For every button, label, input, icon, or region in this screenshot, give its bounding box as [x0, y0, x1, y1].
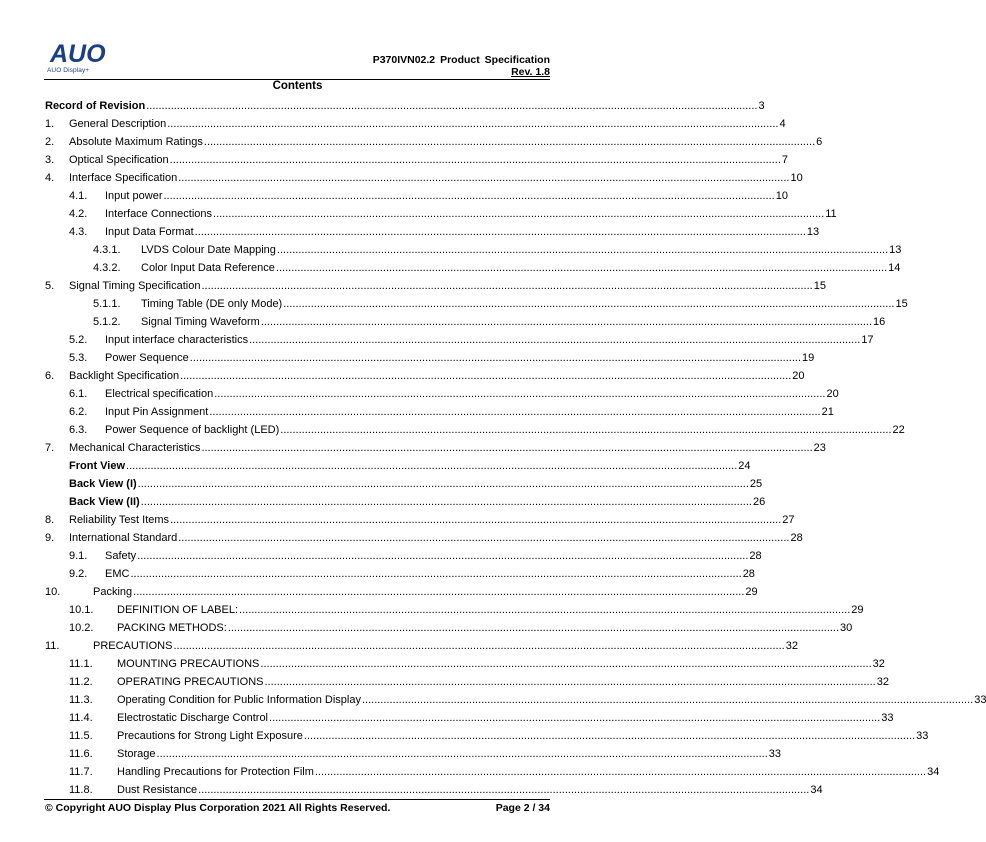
toc-entry-title: International Standard — [69, 532, 178, 544]
toc-entry-page: 4 — [779, 118, 786, 130]
toc-dot-leader: ........................................................................................................................................................................................................ — [130, 568, 742, 580]
toc-entry-page: 34 — [810, 784, 823, 796]
toc-entry-number: 9. — [45, 532, 55, 544]
toc-entry[interactable] — [45, 259, 901, 277]
toc-entry-title: Interface Specification — [69, 172, 178, 184]
toc-entry-page: 32 — [872, 658, 885, 670]
toc-dot-leader: ........................................................................................................................................................................................................ — [269, 712, 881, 724]
toc-entry-title: Backlight Specification — [69, 370, 180, 382]
toc-entry-number: 4.3.1. — [93, 244, 121, 256]
toc-entry-number: 4. — [45, 172, 55, 184]
toc-entry-title: Input Data Format — [105, 226, 194, 238]
toc-entry-title: Absolute Maximum Ratings — [69, 136, 203, 148]
toc-entry-page: 25 — [749, 478, 763, 490]
toc-entry[interactable] — [45, 727, 929, 745]
toc-entry-title: Signal Timing Specification — [69, 280, 201, 292]
toc-entry[interactable] — [45, 547, 762, 565]
toc-entry[interactable] — [45, 277, 826, 295]
toc-entry-number: 11.7. — [69, 766, 93, 778]
toc-entry[interactable] — [45, 223, 820, 241]
toc-entry-title: Input Pin Assignment — [105, 406, 209, 418]
toc-entry-number: 9.1. — [69, 550, 88, 562]
toc-entry-title: Power Sequence — [105, 352, 189, 364]
toc-entry-page: 16 — [873, 316, 886, 328]
toc-dot-leader: ........................................................................................................................................................................................................ — [133, 586, 745, 598]
toc-dot-leader: ........................................................................................................................................................................................................ — [178, 532, 790, 544]
toc-entry-title: Input interface characteristics — [105, 334, 249, 346]
toc-entry-title: Precautions for Strong Light Exposure — [117, 730, 303, 742]
toc-entry-title: Back View (II) — [69, 496, 140, 508]
toc-entry-page: 29 — [851, 604, 864, 616]
toc-entry-title: PACKING METHODS: — [117, 622, 227, 634]
table-of-contents — [45, 97, 986, 799]
toc-entry-page: 29 — [745, 586, 758, 598]
toc-entry[interactable] — [45, 439, 826, 457]
toc-dot-leader: ........................................................................................................................................................................................................ — [140, 496, 752, 508]
toc-entry-number: 4.1. — [69, 190, 88, 202]
toc-entry-number: 5.2. — [69, 334, 88, 346]
footer-copyright: © Copyright AUO Display Plus Corporation 2021 All Rights Reserved. — [45, 802, 391, 814]
footer-divider — [44, 799, 550, 800]
toc-entry-title: Timing Table (DE only Mode) — [141, 298, 283, 310]
toc-entry-title: Storage — [117, 748, 156, 760]
toc-dot-leader: ........................................................................................................................................................................................................ — [209, 406, 821, 418]
toc-entry-number: 11.4. — [69, 712, 93, 724]
toc-entry-title: Safety — [105, 550, 137, 562]
toc-entry-title: MOUNTING PRECAUTIONS — [117, 658, 260, 670]
toc-entry-number: 1. — [45, 118, 55, 130]
toc-entry-page: 22 — [892, 424, 905, 436]
toc-dot-leader: ........................................................................................................................................................................................................ — [173, 640, 785, 652]
toc-entry-number: 5.1.1. — [93, 298, 121, 310]
toc-entry[interactable] — [45, 457, 751, 475]
toc-entry-title: OPERATING PRECAUTIONS — [117, 676, 264, 688]
toc-entry-page: 15 — [813, 280, 826, 292]
toc-entry-page: 19 — [802, 352, 815, 364]
toc-entry[interactable] — [45, 97, 765, 115]
toc-entry[interactable] — [45, 295, 908, 313]
toc-entry[interactable] — [45, 763, 940, 781]
toc-entry-title: Back View (I) — [69, 478, 137, 490]
toc-dot-leader: ........................................................................................................................................................................................................ — [283, 298, 895, 310]
toc-entry-title: Dust Resistance — [117, 784, 198, 796]
toc-entry[interactable] — [45, 169, 803, 187]
toc-dot-leader: ........................................................................................................................................................................................................ — [178, 172, 790, 184]
toc-entry-number: 3. — [45, 154, 55, 166]
toc-entry-page: 13 — [806, 226, 820, 238]
toc-dot-leader: ........................................................................................................................................................................................................ — [156, 748, 768, 760]
toc-entry-page: 28 — [742, 568, 755, 580]
toc-entry[interactable] — [45, 349, 815, 367]
toc-entry-title: LVDS Colour Date Mapping — [141, 244, 276, 256]
toc-entry-title: Optical Specification — [69, 154, 169, 166]
toc-entry[interactable] — [45, 619, 853, 637]
toc-entry-number: 2. — [45, 136, 55, 148]
toc-entry[interactable] — [45, 709, 894, 727]
toc-entry-number: 11. — [45, 640, 60, 652]
toc-entry[interactable] — [45, 691, 986, 709]
toc-entry-title: Signal Timing Waveform — [141, 316, 260, 328]
toc-entry-number: 6.1. — [69, 388, 88, 400]
toc-entry-page: 14 — [888, 262, 901, 274]
toc-entry-title: Front View — [69, 460, 126, 472]
toc-entry-page: 33 — [974, 694, 986, 706]
toc-entry-page: 6 — [816, 136, 823, 148]
toc-dot-leader: ........................................................................................................................................................................................................ — [249, 334, 861, 346]
toc-dot-leader: ........................................................................................................................................................................................................ — [280, 424, 892, 436]
toc-entry[interactable] — [45, 403, 834, 421]
toc-entry-number: 11.1. — [69, 658, 93, 670]
toc-entry-title: DEFINITION OF LABEL: — [117, 604, 239, 616]
toc-dot-leader: ........................................................................................................................................................................................................ — [361, 694, 974, 706]
toc-dot-leader: ........................................................................................................................................................................................................ — [137, 478, 749, 490]
toc-entry-page: 26 — [752, 496, 766, 508]
toc-dot-leader: ........................................................................................................................................................................................................ — [227, 622, 840, 634]
toc-entry-page: 17 — [861, 334, 874, 346]
toc-entry[interactable] — [45, 331, 874, 349]
toc-dot-leader: ........................................................................................................................................................................................................ — [198, 784, 810, 796]
toc-entry-number: 5.1.2. — [93, 316, 121, 328]
toc-entry-number: 11.2. — [69, 676, 93, 688]
toc-entry[interactable] — [45, 781, 823, 799]
toc-entry-title: General Description — [69, 118, 167, 130]
toc-entry-page: 7 — [781, 154, 789, 166]
toc-entry[interactable] — [45, 583, 758, 601]
toc-entry[interactable] — [45, 601, 864, 619]
toc-dot-leader: ........................................................................................................................................................................................................ — [194, 226, 806, 238]
toc-entry-page: 32 — [876, 676, 889, 688]
toc-entry-page: 33 — [881, 712, 894, 724]
toc-entry-number: 4.3. — [69, 226, 88, 238]
toc-entry[interactable] — [45, 673, 889, 691]
contents-heading: Contents — [272, 80, 323, 92]
toc-dot-leader: ........................................................................................................................................................................................................ — [126, 460, 738, 472]
toc-dot-leader: ........................................................................................................................................................................................................ — [214, 388, 826, 400]
toc-entry-number: 6.2. — [69, 406, 88, 418]
toc-dot-leader: ........................................................................................................................................................................................................ — [170, 514, 782, 526]
toc-dot-leader: ........................................................................................................................................................................................................ — [201, 280, 813, 292]
document-title: P370IVN02.2 Product Specification — [372, 54, 550, 66]
toc-entry[interactable] — [45, 133, 823, 151]
toc-entry-page: 33 — [916, 730, 929, 742]
toc-dot-leader: ........................................................................................................................................................................................................ — [275, 262, 888, 274]
toc-entry-page: 33 — [768, 748, 782, 760]
toc-entry-number: 11.5. — [69, 730, 93, 742]
toc-dot-leader: ........................................................................................................................................................................................................ — [137, 550, 749, 562]
toc-entry-page: 15 — [895, 298, 908, 310]
toc-entry-number: 4.3.2. — [93, 262, 121, 274]
toc-entry[interactable] — [45, 637, 798, 655]
toc-entry-page: 13 — [889, 244, 902, 256]
toc-entry-number: 11.8. — [69, 784, 93, 796]
toc-entry-number: 8. — [45, 514, 55, 526]
toc-dot-leader: ........................................................................................................................................................................................................ — [213, 208, 825, 220]
toc-entry-title: Packing — [93, 586, 133, 598]
toc-entry[interactable] — [45, 493, 766, 511]
toc-dot-leader: ........................................................................................................................................................................................................ — [180, 370, 792, 382]
footer-page-number: Page 2 / 34 — [495, 802, 550, 814]
toc-dot-leader: ........................................................................................................................................................................................................ — [264, 676, 876, 688]
logo-subtext: AUO Display+ — [47, 67, 90, 74]
logo-wordmark: AUO — [50, 40, 106, 68]
toc-entry-page: 3 — [758, 100, 765, 112]
toc-entry-number: 6.3. — [69, 424, 88, 436]
toc-entry[interactable] — [45, 511, 795, 529]
toc-entry[interactable] — [45, 367, 805, 385]
toc-entry[interactable] — [45, 151, 789, 169]
toc-entry-number: 6. — [45, 370, 55, 382]
toc-dot-leader: ........................................................................................................................................................................................................ — [167, 118, 779, 130]
toc-entry-title: Operating Condition for Public Information Display — [117, 694, 361, 706]
toc-entry[interactable] — [45, 205, 837, 223]
toc-entry-number: 10. — [45, 586, 61, 598]
toc-entry-page: 24 — [738, 460, 751, 472]
toc-entry[interactable] — [45, 565, 755, 583]
document-revision: Rev. 1.8 — [511, 66, 550, 78]
toc-entry-number: 10.2. — [69, 622, 94, 634]
toc-entry-page: 27 — [782, 514, 795, 526]
toc-entry-number: 11.3. — [69, 694, 93, 706]
toc-dot-leader: ........................................................................................................................................................................................................ — [303, 730, 916, 742]
toc-entry-page: 32 — [785, 640, 798, 652]
toc-entry[interactable] — [45, 313, 886, 331]
toc-entry-page: 30 — [840, 622, 853, 634]
toc-dot-leader: ........................................................................................................................................................................................................ — [189, 352, 802, 364]
toc-entry-title: Interface Connections — [105, 208, 213, 220]
toc-entry[interactable] — [45, 241, 902, 259]
toc-entry[interactable] — [45, 385, 839, 403]
toc-entry-title: Electrostatic Discharge Control — [117, 712, 269, 724]
toc-entry-title: Mechanical Characteristics — [69, 442, 201, 454]
toc-entry[interactable] — [45, 529, 803, 547]
toc-entry[interactable] — [45, 421, 905, 439]
toc-dot-leader: ........................................................................................................................................................................................................ — [276, 244, 889, 256]
toc-dot-leader: ........................................................................................................................................................................................................ — [239, 604, 851, 616]
toc-entry-page: 34 — [927, 766, 940, 778]
toc-entry-page: 10 — [790, 172, 803, 184]
toc-entry[interactable] — [45, 745, 782, 763]
toc-entry-title: PRECAUTIONS — [93, 640, 173, 652]
toc-entry-number: 5. — [45, 280, 55, 292]
toc-entry-title: Input power — [105, 190, 163, 202]
toc-entry-page: 10 — [775, 190, 788, 202]
toc-entry-number: 9.2. — [69, 568, 88, 580]
toc-dot-leader: ........................................................................................................................................................................................................ — [314, 766, 927, 778]
toc-entry-title: Color Input Data Reference — [141, 262, 275, 274]
toc-entry-title: Electrical specification — [105, 388, 214, 400]
toc-dot-leader: ........................................................................................................................................................................................................ — [203, 136, 816, 148]
toc-entry-number: 7. — [45, 442, 55, 454]
toc-dot-leader: ........................................................................................................................................................................................................ — [260, 658, 872, 670]
toc-dot-leader: ........................................................................................................................................................................................................ — [163, 190, 775, 202]
toc-entry-page: 28 — [790, 532, 803, 544]
toc-entry-page: 23 — [813, 442, 826, 454]
toc-entry-number: 10.1. — [69, 604, 94, 616]
toc-entry-title: Power Sequence of backlight (LED) — [105, 424, 280, 436]
toc-entry[interactable] — [45, 115, 786, 133]
toc-dot-leader: ........................................................................................................................................................................................................ — [146, 100, 758, 112]
toc-entry-page: 11 — [825, 208, 837, 220]
toc-entry[interactable] — [45, 475, 763, 493]
toc-entry-page: 20 — [792, 370, 805, 382]
toc-entry-page: 28 — [749, 550, 762, 562]
toc-entry-number: 11.6. — [69, 748, 93, 760]
toc-entry-title: EMC — [105, 568, 130, 580]
toc-entry[interactable] — [45, 187, 788, 205]
toc-entry-title: Handling Precautions for Protection Film — [117, 766, 314, 778]
toc-entry[interactable] — [45, 655, 885, 673]
toc-entry-number: 4.2. — [69, 208, 88, 220]
toc-entry-title: Reliability Test Items — [69, 514, 170, 526]
toc-entry-number: 5.3. — [69, 352, 88, 364]
toc-dot-leader: ........................................................................................................................................................................................................ — [169, 154, 781, 166]
toc-entry-page: 20 — [826, 388, 839, 400]
toc-entry-page: 21 — [821, 406, 834, 418]
toc-dot-leader: ........................................................................................................................................................................................................ — [260, 316, 873, 328]
toc-entry-title: Record of Revision — [45, 100, 146, 112]
toc-dot-leader: ........................................................................................................................................................................................................ — [201, 442, 813, 454]
